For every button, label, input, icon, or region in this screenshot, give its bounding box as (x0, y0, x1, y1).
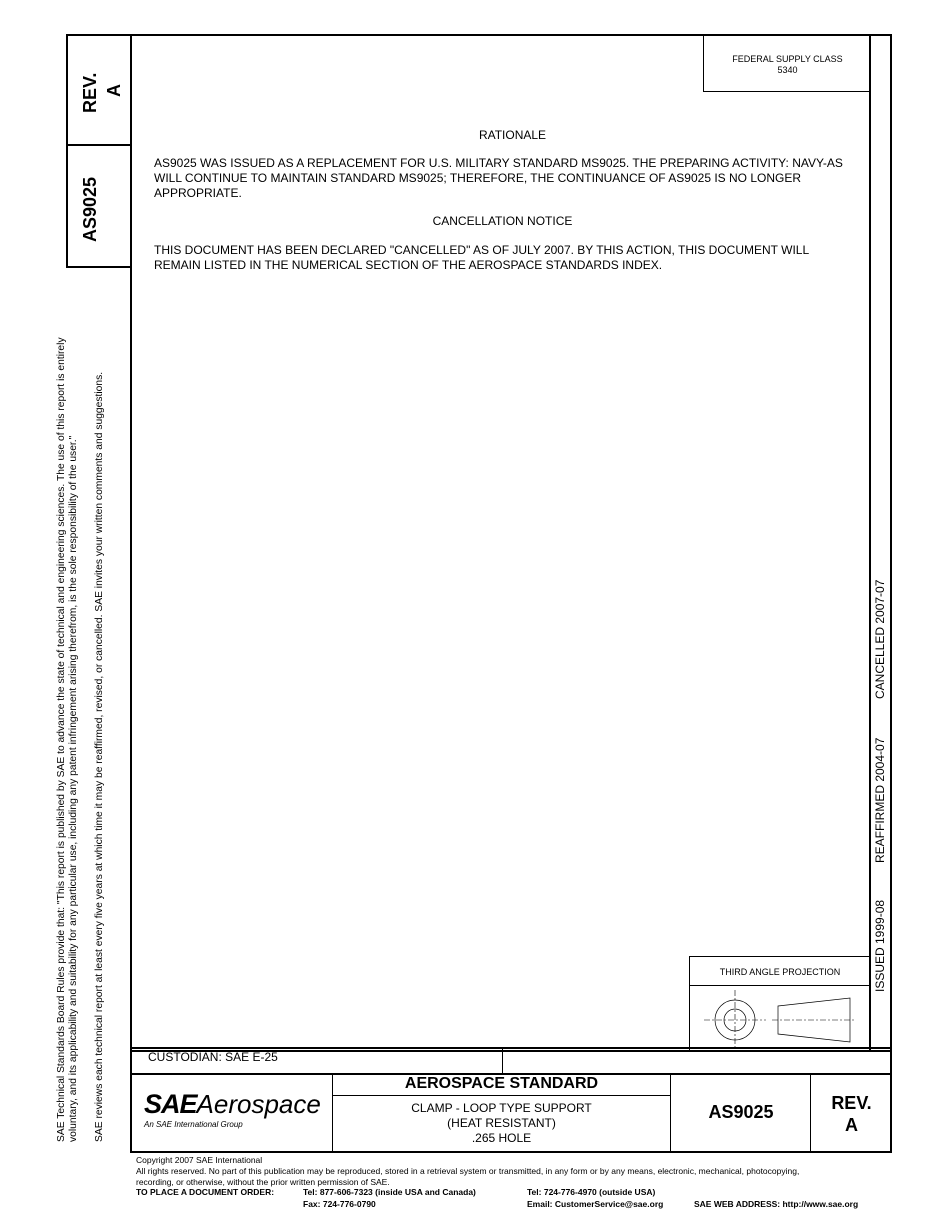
web-address-link[interactable]: SAE WEB ADDRESS: http://www.sae.org (694, 1199, 859, 1209)
cancellation-text: THIS DOCUMENT HAS BEEN DECLARED "CANCELLED" AS OF JULY 2007. BY THIS ACTION, THIS DOCUMENT WILL REMAIN LISTED IN THE NUMERICAL SECTION OF THE AEROSPACE STANDARDS INDEX. (154, 243, 809, 272)
title-doc-number: AS9025 (708, 1102, 774, 1122)
doc-number-tab-label: AS9025 (80, 176, 100, 242)
side-note-line2: voluntary, and its applicability and suitability for any particular use, including any patent infringement arising therefrom, is the sole responsibility of the user." (68, 435, 79, 1142)
title-line3: .265 HOLE (471, 1131, 532, 1145)
fsc-value: 5340 (777, 65, 798, 75)
logo-aerospace: Aerospace (196, 1089, 321, 1119)
order-label: TO PLACE A DOCUMENT ORDER: (136, 1187, 275, 1197)
cancelled-date: CANCELLED 2007-07 (873, 579, 887, 699)
copyright-text: Copyright 2007 SAE International (136, 1155, 263, 1165)
tel-outside: Tel: 724-776-4970 (outside USA) (527, 1187, 656, 1197)
issued-date: ISSUED 1999-08 (873, 899, 887, 992)
standard-type: AEROSPACE STANDARD (333, 1073, 670, 1096)
fax-number: Fax: 724-776-0790 (303, 1199, 376, 1209)
projection-box (689, 956, 870, 1052)
fsc-box (703, 34, 871, 92)
side-note-line1: SAE Technical Standards Board Rules provide that: "This report is published by SAE to advance the state of technical and engineering sciences. The use of this report is entirely (56, 337, 67, 1142)
custodian-text: CUSTODIAN: SAE E-25 (148, 1050, 278, 1064)
title-line1: CLAMP - LOOP TYPE SUPPORT (411, 1101, 592, 1115)
tel-usa: Tel: 877-606-7323 (inside USA and Canada) (303, 1187, 476, 1197)
logo-cell (130, 1073, 333, 1153)
reaffirmed-date: REAFFIRMED 2004-07 (873, 737, 887, 863)
rights-text-1: All rights reserved. No part of this publication may be reproduced, stored in a retrieval system or transmitted, in any form or by any means, electronic, mechanical, photocopying, (136, 1166, 800, 1176)
rationale-text: AS9025 WAS ISSUED AS A REPLACEMENT FOR U.S. MILITARY STANDARD MS9025. THE PREPARING ACTIVITY: NAVY-AS WILL CONTINUE TO MAINTAIN STANDARD MS9025; THEREFORE, THE CONTINUANCE OF AS9025 IS NO LONGER APPROPRIATE. (154, 156, 843, 200)
title-rev-label: REV. (831, 1093, 872, 1113)
title-cell (333, 1073, 671, 1153)
side-note-line3: SAE reviews each technical report at least every five years at which time it may be reaffirmed, revised, or cancelled. SAE invites your written comments and suggestions. (94, 371, 105, 1142)
third-angle-projection-icon (690, 986, 870, 1052)
title-rev-value: A (845, 1115, 858, 1135)
rev-cell (810, 1073, 892, 1153)
sae-aerospace-logo (144, 1089, 321, 1120)
rev-tab-label: REV. (80, 72, 100, 113)
projection-label: THIRD ANGLE PROJECTION (719, 967, 841, 977)
title-line2: (HEAT RESISTANT) (447, 1116, 556, 1130)
fsc-label: FEDERAL SUPPLY CLASS (732, 54, 843, 64)
rev-tab-value: A (104, 84, 124, 97)
rights-text-2: recording, or otherwise, without the prior written permission of SAE. (136, 1177, 390, 1187)
custodian-divider (502, 1048, 503, 1074)
email-link[interactable]: Email: CustomerService@sae.org (527, 1199, 664, 1209)
rationale-heading: RATIONALE (478, 128, 547, 142)
logo-subtitle: An SAE International Group (144, 1120, 243, 1129)
cancellation-heading: CANCELLATION NOTICE (432, 214, 573, 228)
logo-sae: SAE (144, 1089, 197, 1119)
footer (136, 1155, 936, 1188)
